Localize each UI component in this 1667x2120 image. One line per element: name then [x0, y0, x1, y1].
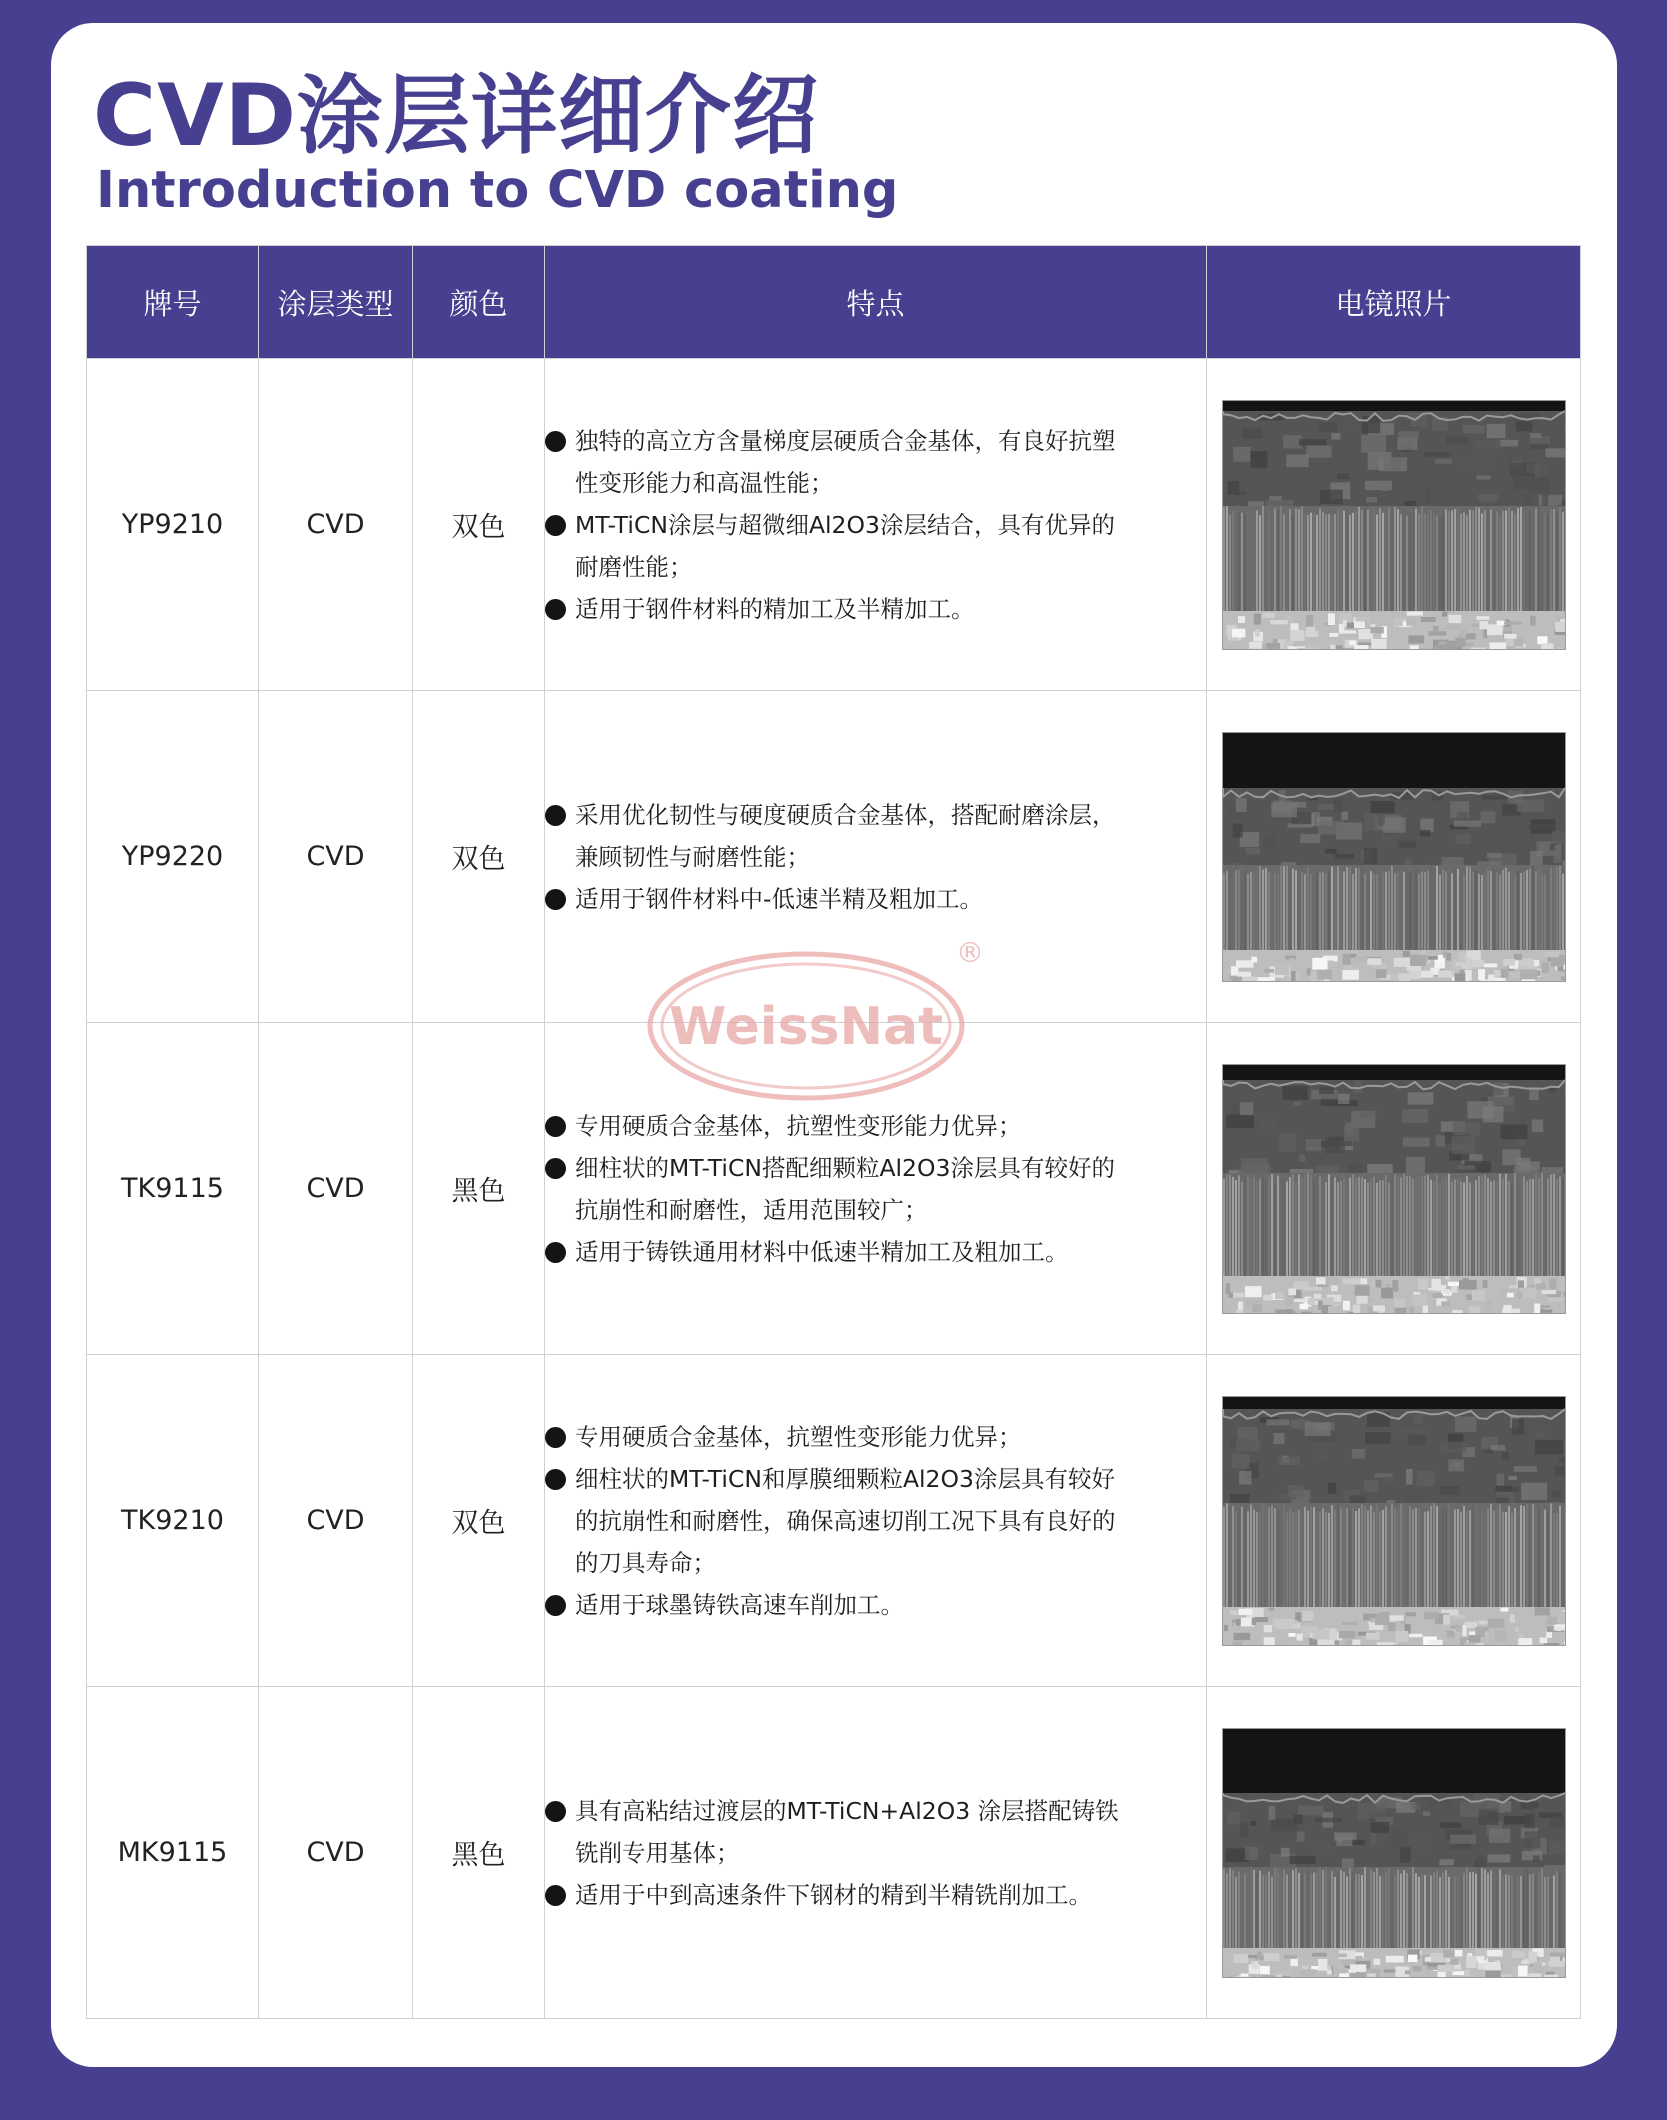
color-value: 黑色: [451, 1840, 506, 1871]
features-cell: [545, 1355, 1207, 1687]
feature-text: 专用硬质合金基体，抗塑性变形能力优异；: [575, 1111, 1022, 1140]
grade-value: MK9115: [117, 1837, 228, 1868]
column-header-grade: 牌号: [87, 246, 259, 359]
sem-photo-cell: [1207, 691, 1581, 1023]
feature-list: [545, 1416, 1137, 1626]
grade-cell: [87, 1687, 259, 2019]
coating-type-value: CVD: [306, 841, 365, 872]
features-cell: [545, 359, 1207, 691]
coating-type-value: CVD: [306, 1173, 365, 1204]
bullet-icon: [545, 889, 566, 910]
color-value: 黑色: [451, 1176, 506, 1207]
column-header-coating-type: 涂层类型: [259, 246, 413, 359]
feature-item: [545, 588, 1137, 630]
color-value: 双色: [451, 512, 506, 543]
page-title: CVD涂层详细介绍: [93, 66, 820, 166]
feature-text: 适用于铸铁通用材料中低速半精加工及粗加工。: [575, 1237, 1069, 1266]
feature-item: [545, 1105, 1137, 1147]
feature-text: 适用于球墨铸铁高速车削加工。: [575, 1590, 904, 1619]
grade-value: TK9115: [121, 1173, 224, 1204]
watermark-brand: WeissNat: [669, 997, 943, 1057]
feature-text: 细柱状的MT-TiCN和厚膜细颗粒Al2O3涂层具有较好的抗崩性和耐磨性，确保高速切削工况下具有良好的的刀具寿命；: [575, 1464, 1116, 1577]
bullet-icon: [545, 431, 566, 452]
bullet-icon: [545, 1427, 566, 1448]
bullet-icon: [545, 1801, 566, 1822]
feature-item: [545, 878, 1137, 920]
feature-item: [545, 1584, 1137, 1626]
sem-photo: [1222, 400, 1566, 650]
feature-list: [545, 1790, 1137, 1916]
coating-type-cell: [259, 1687, 413, 2019]
sem-photo-cell: [1207, 1023, 1581, 1355]
feature-item: [545, 1458, 1137, 1584]
color-value: 双色: [451, 1508, 506, 1539]
feature-item: [545, 1874, 1137, 1916]
bullet-icon: [545, 1595, 566, 1616]
column-header-color: 颜色: [413, 246, 545, 359]
bullet-icon: [545, 1885, 566, 1906]
table-row: [87, 359, 1581, 691]
table-row: [87, 1023, 1581, 1355]
column-header-features: 特点: [545, 246, 1207, 359]
column-header-sem-photo: 电镜照片: [1207, 246, 1581, 359]
color-cell: [413, 1023, 545, 1355]
table-row: [87, 1687, 1581, 2019]
sem-photo: [1222, 1728, 1566, 1978]
feature-text: MT-TiCN涂层与超微细Al2O3涂层结合，具有优异的耐磨性能；: [575, 510, 1115, 581]
bullet-icon: [545, 1158, 566, 1179]
feature-text: 细柱状的MT-TiCN搭配细颗粒Al2O3涂层具有较好的抗崩性和耐磨性，适用范围较广；: [575, 1153, 1115, 1224]
feature-item: [545, 794, 1137, 878]
sem-photo: [1222, 732, 1566, 982]
page-subtitle: Introduction to CVD coating: [96, 161, 899, 220]
grade-cell: [87, 359, 259, 691]
features-cell: [545, 1023, 1207, 1355]
bullet-icon: [545, 1116, 566, 1137]
feature-item: [545, 1416, 1137, 1458]
feature-list: [545, 1105, 1137, 1273]
coating-type-cell: [259, 1023, 413, 1355]
feature-list: [545, 794, 1137, 920]
sem-photo: [1222, 1064, 1566, 1314]
coating-type-value: CVD: [306, 1837, 365, 1868]
bullet-icon: [545, 515, 566, 536]
feature-text: 适用于钢件材料的精加工及半精加工。: [575, 594, 975, 623]
feature-item: [545, 504, 1137, 588]
bullet-icon: [545, 1469, 566, 1490]
features-cell: [545, 1687, 1207, 2019]
coating-type-value: CVD: [306, 509, 365, 540]
feature-text: 专用硬质合金基体，抗塑性变形能力优异；: [575, 1422, 1022, 1451]
coating-type-cell: [259, 359, 413, 691]
grade-cell: [87, 1355, 259, 1687]
bullet-icon: [545, 805, 566, 826]
grade-value: TK9210: [121, 1505, 224, 1536]
sem-photo: [1222, 1396, 1566, 1646]
coating-type-cell: [259, 691, 413, 1023]
sem-photo-cell: [1207, 359, 1581, 691]
bullet-icon: [545, 1242, 566, 1263]
feature-text: 适用于中到高速条件下钢材的精到半精铣削加工。: [575, 1880, 1092, 1909]
feature-text: 采用优化韧性与硬度硬质合金基体，搭配耐磨涂层，兼顾韧性与耐磨性能；: [575, 800, 1116, 871]
color-cell: [413, 691, 545, 1023]
bullet-icon: [545, 599, 566, 620]
feature-item: [545, 1790, 1137, 1874]
feature-text: 适用于钢件材料中-低速半精及粗加工。: [575, 884, 983, 913]
features-cell: [545, 691, 1207, 1023]
feature-item: [545, 420, 1137, 504]
grade-cell: [87, 691, 259, 1023]
color-value: 双色: [451, 844, 506, 875]
feature-list: [545, 420, 1137, 630]
color-cell: [413, 359, 545, 691]
coating-type-value: CVD: [306, 1505, 365, 1536]
color-cell: [413, 1355, 545, 1687]
feature-text: 具有高粘结过渡层的MT-TiCN+Al2O3 涂层搭配铸铁铣削专用基体；: [575, 1796, 1119, 1867]
table-row: [87, 1355, 1581, 1687]
color-cell: [413, 1687, 545, 2019]
table-header-row: [87, 246, 1581, 359]
sem-photo-cell: [1207, 1687, 1581, 2019]
feature-text: 独特的高立方含量梯度层硬质合金基体，有良好抗塑性变形能力和高温性能；: [575, 426, 1116, 497]
grade-value: YP9220: [121, 841, 224, 872]
sem-photo-cell: [1207, 1355, 1581, 1687]
watermark-registered-mark: ®: [956, 936, 984, 969]
coating-type-cell: [259, 1355, 413, 1687]
grade-cell: [87, 1023, 259, 1355]
feature-item: [545, 1147, 1137, 1231]
grade-value: YP9210: [121, 509, 224, 540]
table-row: [87, 691, 1581, 1023]
coating-table: [86, 245, 1581, 2019]
feature-item: [545, 1231, 1137, 1273]
